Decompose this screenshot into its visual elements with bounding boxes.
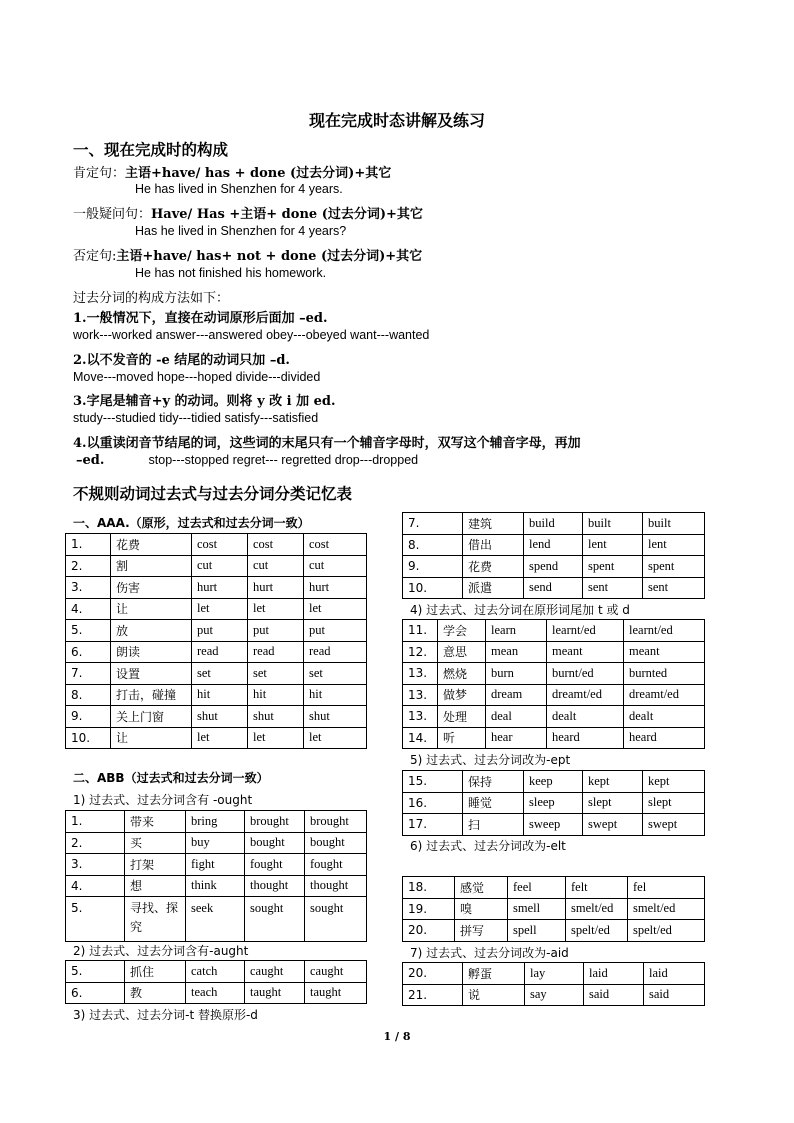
base-form-cell: hit (192, 684, 248, 706)
meaning-cell: 拼写 (455, 920, 508, 942)
past-participle-cell: smelt/ed (628, 898, 705, 920)
row-number: 7. (66, 663, 111, 685)
past-tense-cell: lent (583, 534, 643, 556)
past-tense-cell: said (584, 984, 644, 1006)
meaning-cell: 做梦 (438, 684, 486, 706)
rule-4-examples: stop---stopped regret--- regretted drop---dropped (148, 453, 419, 467)
row-number: 21. (403, 984, 463, 1006)
rule-2-examples: Move---moved hope---hoped divide---divided (73, 370, 321, 384)
past-participle-cell: burnted (624, 663, 705, 685)
past-tense-cell: spelt/ed (566, 920, 628, 942)
past-tense-cell: dealt (547, 706, 624, 728)
past-tense-cell: spent (583, 556, 643, 578)
base-form-cell: burn (486, 663, 547, 685)
negative-line (73, 245, 422, 264)
meaning-cell: 打架 (125, 854, 186, 876)
aught-table (65, 960, 367, 1004)
past-tense-cell: built (583, 513, 643, 535)
row-number: 10. (66, 727, 111, 749)
table-row (403, 792, 705, 814)
table-row (66, 811, 367, 833)
past-participle-cell: sought (305, 897, 367, 942)
base-form-cell: lend (524, 534, 583, 556)
row-number: 11. (403, 620, 438, 642)
row-number: 1. (66, 811, 125, 833)
row-number: 9. (66, 706, 111, 728)
base-form-cell: deal (486, 706, 547, 728)
past-tense-cell: put (248, 620, 304, 642)
past-tense-cell: thought (245, 875, 305, 897)
row-number: 17. (403, 814, 463, 836)
table-row (403, 727, 705, 749)
meaning-cell: 教 (125, 982, 186, 1004)
past-tense-cell: read (248, 641, 304, 663)
meaning-cell: 处理 (438, 706, 486, 728)
past-participle-cell: caught (305, 961, 367, 983)
past-participle-cell: meant (624, 641, 705, 663)
aid-subheading: 7) 过去式、过去分词改为-aid (410, 946, 569, 960)
meaning-cell: 抓住 (125, 961, 186, 983)
past-participle-cell: built (643, 513, 705, 535)
base-form-cell: teach (186, 982, 245, 1004)
row-number: 20. (403, 920, 455, 942)
row-number: 2. (66, 555, 111, 577)
affirmative-label: 肯定句： (73, 166, 126, 181)
past-participle-intro: 过去分词的构成方法如下： (73, 291, 230, 306)
base-form-cell: put (192, 620, 248, 642)
past-tense-cell: hurt (248, 577, 304, 599)
row-number: 15. (403, 771, 463, 793)
base-form-cell: hear (486, 727, 547, 749)
meaning-cell: 感觉 (455, 877, 508, 899)
rule-4: 4.以重读闭音节结尾的词，这些词的末尾只有一个辅音字母时，双写这个辅音字母，再加 (73, 436, 581, 451)
ought-table (65, 810, 367, 942)
past-tense-cell: laid (584, 963, 644, 985)
past-tense-cell: let (248, 727, 304, 749)
past-participle-cell: cut (304, 555, 367, 577)
past-participle-cell: heard (624, 727, 705, 749)
base-form-cell: keep (524, 771, 583, 793)
question-example: Has he lived in Shenzhen for 4 years? (135, 224, 347, 238)
meaning-cell: 买 (125, 832, 186, 854)
question-formula: Have/ Has +主语+ done (过去分词)+其它 (151, 207, 423, 222)
table-row (403, 877, 705, 899)
meaning-cell: 意思 (438, 641, 486, 663)
affirmative-example: He has lived in Shenzhen for 4 years. (135, 182, 343, 196)
past-participle-cell: bought (305, 832, 367, 854)
meaning-cell: 设置 (111, 663, 192, 685)
past-tense-cell: learnt/ed (547, 620, 624, 642)
row-number: 3. (66, 577, 111, 599)
d-to-t-table (402, 512, 705, 599)
meaning-cell: 学会 (438, 620, 486, 642)
table-row (403, 814, 705, 836)
row-number: 1. (66, 534, 111, 556)
table-row (403, 963, 705, 985)
past-tense-cell: meant (547, 641, 624, 663)
table-row (403, 641, 705, 663)
table-row (66, 897, 367, 942)
past-participle-cell: lent (643, 534, 705, 556)
meaning-cell: 借出 (463, 534, 524, 556)
past-participle-cell: slept (643, 792, 705, 814)
base-form-cell: fight (186, 854, 245, 876)
table-row (403, 577, 705, 599)
meaning-cell: 听 (438, 727, 486, 749)
aid-table (402, 962, 705, 1006)
past-participle-cell: let (304, 727, 367, 749)
table-row (66, 727, 367, 749)
rule-1: 1.一般情况下，直接在动词原形后面加 –ed. (73, 311, 328, 326)
table-row (66, 684, 367, 706)
row-number: 20. (403, 963, 463, 985)
abb-caption: 二、ABB（过去式和过去分词一致） (73, 771, 269, 785)
base-form-cell: feel (508, 877, 566, 899)
past-tense-cell: smelt/ed (566, 898, 628, 920)
past-tense-cell: cut (248, 555, 304, 577)
table-row (403, 663, 705, 685)
past-participle-cell: put (304, 620, 367, 642)
t-or-d-table (402, 619, 705, 749)
past-tense-cell: taught (245, 982, 305, 1004)
section2-heading: 不规则动词过去式与过去分词分类记忆表 (73, 484, 353, 503)
row-number: 18. (403, 877, 455, 899)
past-tense-cell: sent (583, 577, 643, 599)
past-participle-cell: laid (644, 963, 705, 985)
negative-formula: 主语+have/ has+ not + done (过去分词)+其它 (116, 249, 423, 264)
row-number: 19. (403, 898, 455, 920)
ought-subheading: 1) 过去式、过去分词含有 -ought (73, 793, 253, 807)
meaning-cell: 让 (111, 727, 192, 749)
table-row (66, 555, 367, 577)
past-participle-cell: kept (643, 771, 705, 793)
past-tense-cell: heard (547, 727, 624, 749)
base-form-cell: sleep (524, 792, 583, 814)
table-row (66, 875, 367, 897)
table-row (66, 982, 367, 1004)
table-row (403, 684, 705, 706)
ept-subheading: 5) 过去式、过去分词改为-ept (410, 753, 571, 767)
table-row (66, 577, 367, 599)
past-participle-cell: hurt (304, 577, 367, 599)
past-participle-cell: dreamt/ed (624, 684, 705, 706)
meaning-cell: 放 (111, 620, 192, 642)
elt-table (402, 876, 705, 942)
past-participle-cell: swept (643, 814, 705, 836)
past-tense-cell: felt (566, 877, 628, 899)
meaning-cell: 割 (111, 555, 192, 577)
base-form-cell: buy (186, 832, 245, 854)
table-row (403, 984, 705, 1006)
base-form-cell: learn (486, 620, 547, 642)
table-row (403, 920, 705, 942)
table-row (66, 534, 367, 556)
base-form-cell: let (192, 598, 248, 620)
row-number: 6. (66, 641, 111, 663)
table-row (66, 641, 367, 663)
meaning-cell: 伤害 (111, 577, 192, 599)
past-participle-cell: learnt/ed (624, 620, 705, 642)
section1-heading: 一、现在完成时的构成 (73, 140, 229, 159)
row-number: 9. (403, 556, 463, 578)
meaning-cell: 朗读 (111, 641, 192, 663)
elt-subheading: 6) 过去式、过去分词改为-elt (410, 839, 566, 853)
row-number: 7. (403, 513, 463, 535)
row-number: 13. (403, 663, 438, 685)
base-form-cell: dream (486, 684, 547, 706)
negative-example: He has not finished his homework. (135, 266, 327, 280)
question-label: 一般疑问句： (73, 207, 152, 222)
base-form-cell: sweep (524, 814, 583, 836)
past-tense-cell: hit (248, 684, 304, 706)
row-number: 12. (403, 641, 438, 663)
past-tense-cell: sought (245, 897, 305, 942)
table-row (403, 534, 705, 556)
table-row (66, 620, 367, 642)
aaa-table (65, 533, 367, 749)
table-row (66, 832, 367, 854)
past-participle-cell: let (304, 598, 367, 620)
meaning-cell: 孵蛋 (463, 963, 525, 985)
rule-3-examples: study---studied tidy---tidied satisfy---satisfied (73, 411, 319, 425)
past-participle-cell: fel (628, 877, 705, 899)
past-participle-cell: thought (305, 875, 367, 897)
past-tense-cell: fought (245, 854, 305, 876)
base-form-cell: send (524, 577, 583, 599)
past-tense-cell: shut (248, 706, 304, 728)
aught-subheading: 2) 过去式、过去分词含有-aught (73, 944, 249, 958)
row-number: 3. (66, 854, 125, 876)
rule-3: 3.字尾是辅音+y 的动词。则将 y 改 i 加 ed. (73, 394, 336, 409)
row-number: 4. (66, 598, 111, 620)
past-tense-cell: brought (245, 811, 305, 833)
rule-2: 2.以不发音的 -e 结尾的动词只加 –d. (73, 353, 290, 368)
page-title: 现在完成时态讲解及练习 (308, 111, 485, 130)
table-row (403, 513, 705, 535)
past-tense-cell: caught (245, 961, 305, 983)
past-tense-cell: burnt/ed (547, 663, 624, 685)
base-form-cell: smell (508, 898, 566, 920)
meaning-cell: 打击，碰撞 (111, 684, 192, 706)
row-number: 6. (66, 982, 125, 1004)
meaning-cell: 关上门窗 (111, 706, 192, 728)
negative-label: 否定句: (73, 249, 117, 264)
past-participle-cell: read (304, 641, 367, 663)
row-number: 13. (403, 684, 438, 706)
base-form-cell: set (192, 663, 248, 685)
meaning-cell: 寻找、探究 (125, 897, 186, 942)
meaning-cell: 派遣 (463, 577, 524, 599)
row-number: 2. (66, 832, 125, 854)
table-row (403, 898, 705, 920)
table-row (66, 961, 367, 983)
past-participle-cell: set (304, 663, 367, 685)
row-number: 4. (66, 875, 125, 897)
table-row (66, 598, 367, 620)
past-participle-cell: cost (304, 534, 367, 556)
page-number: 1 / 8 (383, 1030, 411, 1043)
meaning-cell: 保持 (463, 771, 524, 793)
past-tense-cell: cost (248, 534, 304, 556)
rule-4-suffix: –ed. (76, 453, 105, 468)
meaning-cell: 让 (111, 598, 192, 620)
row-number: 10. (403, 577, 463, 599)
row-number: 14. (403, 727, 438, 749)
rule-1-examples: work---worked answer---answered obey---obeyed want---wanted (73, 328, 430, 342)
affirmative-formula: 主语+have/ has + done (过去分词)+其它 (125, 166, 392, 181)
past-participle-cell: fought (305, 854, 367, 876)
base-form-cell: think (186, 875, 245, 897)
past-tense-cell: slept (583, 792, 643, 814)
base-form-cell: spell (508, 920, 566, 942)
past-tense-cell: let (248, 598, 304, 620)
meaning-cell: 说 (463, 984, 525, 1006)
base-form-cell: shut (192, 706, 248, 728)
base-form-cell: build (524, 513, 583, 535)
base-form-cell: mean (486, 641, 547, 663)
meaning-cell: 燃烧 (438, 663, 486, 685)
row-number: 5. (66, 961, 125, 983)
meaning-cell: 睡觉 (463, 792, 524, 814)
row-number: 8. (66, 684, 111, 706)
meaning-cell: 建筑 (463, 513, 524, 535)
aaa-caption: 一、AAA.（原形，过去式和过去分词一致） (73, 516, 310, 530)
past-participle-cell: sent (643, 577, 705, 599)
table-row (403, 556, 705, 578)
base-form-cell: catch (186, 961, 245, 983)
past-participle-cell: brought (305, 811, 367, 833)
affirmative-line (73, 162, 391, 181)
row-number: 5. (66, 897, 125, 942)
base-form-cell: let (192, 727, 248, 749)
past-participle-cell: taught (305, 982, 367, 1004)
meaning-cell: 嗅 (455, 898, 508, 920)
row-number: 8. (403, 534, 463, 556)
meaning-cell: 花费 (111, 534, 192, 556)
table-row (403, 771, 705, 793)
base-form-cell: hurt (192, 577, 248, 599)
past-participle-cell: shut (304, 706, 367, 728)
row-number: 16. (403, 792, 463, 814)
base-form-cell: cost (192, 534, 248, 556)
table-row (66, 663, 367, 685)
past-tense-cell: dreamt/ed (547, 684, 624, 706)
base-form-cell: read (192, 641, 248, 663)
t-or-d-subheading: 4) 过去式、过去分词在原形词尾加 t 或 d (410, 603, 630, 617)
table-row (66, 706, 367, 728)
table-row (403, 620, 705, 642)
rule-4-continued (76, 453, 418, 468)
meaning-cell: 带来 (125, 811, 186, 833)
ept-table (402, 770, 705, 836)
past-participle-cell: dealt (624, 706, 705, 728)
table-row (66, 854, 367, 876)
past-tense-cell: kept (583, 771, 643, 793)
question-line (73, 203, 423, 222)
base-form-cell: cut (192, 555, 248, 577)
past-participle-cell: spelt/ed (628, 920, 705, 942)
base-form-cell: seek (186, 897, 245, 942)
d-to-t-subheading: 3) 过去式、过去分词-t 替换原形-d (73, 1008, 258, 1022)
base-form-cell: lay (525, 963, 584, 985)
base-form-cell: spend (524, 556, 583, 578)
past-tense-cell: swept (583, 814, 643, 836)
past-participle-cell: spent (643, 556, 705, 578)
table-row (403, 706, 705, 728)
base-form-cell: say (525, 984, 584, 1006)
row-number: 5. (66, 620, 111, 642)
meaning-cell: 扫 (463, 814, 524, 836)
meaning-cell: 想 (125, 875, 186, 897)
past-tense-cell: bought (245, 832, 305, 854)
meaning-cell: 花费 (463, 556, 524, 578)
base-form-cell: bring (186, 811, 245, 833)
past-tense-cell: set (248, 663, 304, 685)
past-participle-cell: said (644, 984, 705, 1006)
past-participle-cell: hit (304, 684, 367, 706)
row-number: 13. (403, 706, 438, 728)
